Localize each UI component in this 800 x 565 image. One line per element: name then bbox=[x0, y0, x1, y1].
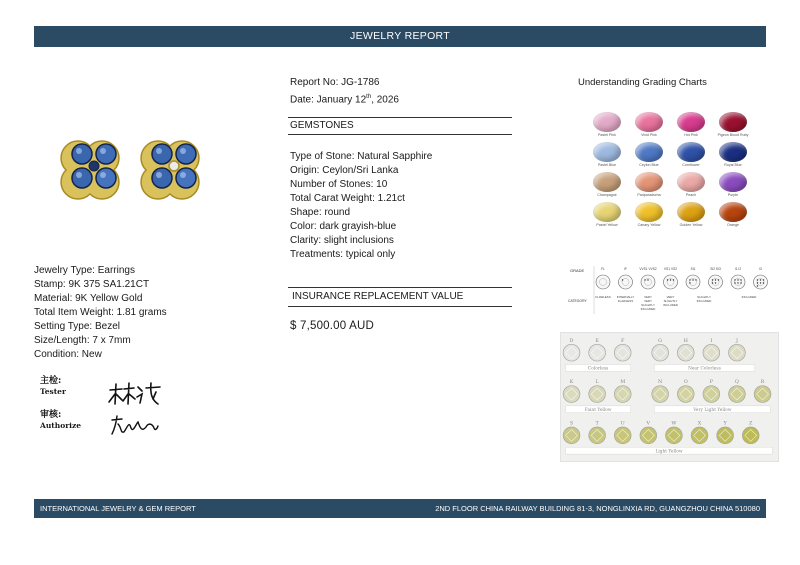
report-title: JEWELRY REPORT bbox=[350, 30, 450, 42]
sapphire-color-label: Cornflower bbox=[682, 163, 700, 167]
colour-grade-letter: R bbox=[760, 379, 765, 386]
clarity-grade-label: I1 I2 bbox=[734, 267, 742, 271]
clarity-inclusion bbox=[689, 279, 690, 280]
sapphire-stone bbox=[593, 202, 621, 222]
jewelry-size: Size/Length: 7 x 7mm bbox=[34, 335, 131, 346]
sapphire-color-label: Hot Pink bbox=[684, 133, 698, 137]
clarity-inclusion bbox=[644, 279, 645, 280]
sapphire-color-swatch bbox=[628, 172, 670, 198]
sapphire-color-label: Ceylon Blue bbox=[639, 163, 659, 167]
stone-treatments: Treatments: typical only bbox=[290, 249, 396, 260]
sapphire-color-swatch bbox=[670, 172, 712, 198]
sapphire-color-swatch bbox=[670, 142, 712, 168]
colour-grade-letter: T bbox=[595, 420, 599, 427]
sapphire-color-swatch bbox=[628, 112, 670, 138]
colour-grade-letter: S bbox=[569, 420, 574, 427]
colour-grade-letter: I bbox=[710, 337, 713, 344]
colour-grade-letter: M bbox=[620, 379, 626, 386]
clarity-grade-label: VVS1 VVS2 bbox=[639, 267, 657, 271]
clarity-inclusion bbox=[757, 285, 758, 286]
colour-band-label: Faint Yellow bbox=[584, 408, 612, 414]
colour-grade-letter: V bbox=[646, 420, 651, 427]
insurance-section-title: INSURANCE REPLACEMENT VALUE bbox=[292, 291, 464, 302]
stone-carat: Total Carat Weight: 1.21ct bbox=[290, 193, 405, 204]
clarity-inclusion bbox=[763, 282, 764, 283]
clarity-grade-label: I3 bbox=[759, 267, 762, 271]
clarity-inclusion bbox=[670, 279, 671, 280]
diamond-color-chart bbox=[560, 332, 779, 462]
clarity-category-label: SLIGHTLY bbox=[641, 303, 655, 307]
stone-shape: Shape: round bbox=[290, 207, 351, 218]
sapphire-stone bbox=[677, 202, 705, 222]
colour-band-label: Very Light Yellow bbox=[693, 408, 732, 414]
authorize-label-cn: 审核: bbox=[40, 410, 62, 420]
jewelry-stamp: Stamp: 9K 375 SA1.21CT bbox=[34, 279, 150, 290]
sapphire-color-swatch bbox=[712, 172, 754, 198]
gemstones-rule-bottom bbox=[288, 134, 512, 135]
clarity-grading-chart bbox=[568, 264, 772, 316]
clarity-inclusion bbox=[740, 282, 741, 283]
clarity-grade-label: VS1 VS2 bbox=[664, 267, 677, 271]
clarity-diamond bbox=[619, 275, 633, 289]
clarity-inclusion bbox=[737, 282, 738, 283]
clarity-category-label: FLAWLESS bbox=[595, 295, 611, 299]
clarity-inclusion bbox=[689, 282, 690, 283]
colour-grade-letter: P bbox=[709, 379, 714, 386]
sapphire-color-swatch bbox=[586, 202, 628, 228]
colour-band-label: Colorless bbox=[587, 366, 609, 372]
sapphire-color-label: Canary Yellow bbox=[637, 223, 661, 227]
clarity-diamond bbox=[754, 275, 768, 289]
colour-band-label: Near Colorless bbox=[688, 366, 721, 372]
clarity-category-label: SLIGHTLY bbox=[663, 299, 678, 303]
clarity-diamond bbox=[664, 275, 678, 289]
sapphire-color-label: Purple bbox=[727, 193, 739, 197]
jewelry-type: Jewelry Type: Earrings bbox=[34, 265, 135, 276]
sapphire-color-label: Vivid Pink bbox=[641, 133, 657, 137]
clarity-inclusion bbox=[737, 279, 738, 280]
clarity-grade-label: SI1 bbox=[690, 267, 696, 271]
clarity-diamond bbox=[709, 275, 723, 289]
sapphire-color-swatch bbox=[586, 142, 628, 168]
colour-grade-letter: U bbox=[620, 420, 625, 427]
report-footer-banner bbox=[34, 499, 766, 518]
clarity-diamond bbox=[731, 275, 745, 289]
report-header-banner bbox=[34, 26, 766, 47]
clarity-category-row-label: CATEGORY bbox=[568, 299, 587, 303]
sapphire-color-swatch bbox=[586, 172, 628, 198]
sapphire-color-swatch bbox=[586, 112, 628, 138]
clarity-category-label: INTERNALLY bbox=[616, 295, 635, 299]
colour-grade-letter: J bbox=[735, 337, 738, 344]
colour-grade-letter: D bbox=[569, 337, 574, 344]
sapphire-color-label: Pastel Yellow bbox=[596, 223, 618, 227]
earring-left bbox=[61, 141, 119, 199]
sapphire-stone bbox=[719, 142, 747, 162]
stone-type: Type of Stone: Natural Sapphire bbox=[290, 151, 433, 162]
sapphire-stone bbox=[635, 142, 663, 162]
insurance-rule-top bbox=[288, 287, 512, 288]
grading-charts-title: Understanding Grading Charts bbox=[578, 77, 707, 88]
colour-grade-letter: H bbox=[683, 337, 688, 344]
gemstone-details bbox=[290, 150, 432, 262]
clarity-inclusion bbox=[695, 279, 696, 280]
tester-label-cn: 主检: bbox=[40, 376, 62, 386]
jewelry-setting: Setting Type: Bezel bbox=[34, 321, 120, 332]
sapphire-stone bbox=[635, 202, 663, 222]
clarity-inclusion bbox=[740, 279, 741, 280]
authorize-signature bbox=[110, 414, 160, 436]
clarity-category-label: SLIGHTLY bbox=[697, 295, 711, 299]
sapphire-color-chart bbox=[586, 112, 754, 228]
clarity-diamond bbox=[686, 275, 700, 289]
clarity-inclusion bbox=[757, 279, 758, 280]
colour-grade-letter: E bbox=[595, 337, 599, 344]
sapphire-color-label: Golden Yellow bbox=[679, 223, 703, 227]
sapphire-stone bbox=[593, 112, 621, 132]
colour-grade-letter: O bbox=[683, 379, 688, 386]
stone-color: Color: dark grayish-blue bbox=[290, 221, 397, 232]
clarity-category-label: INCLUDED bbox=[741, 295, 757, 299]
clarity-inclusion bbox=[673, 279, 674, 280]
clarity-grade-label: SI2 SI3 bbox=[710, 267, 721, 271]
jewelry-weight: Total Item Weight: 1.81 grams bbox=[34, 307, 167, 318]
clarity-inclusion bbox=[715, 282, 716, 283]
insurance-rule-bottom bbox=[288, 306, 512, 307]
clarity-category-label: INCLUDED bbox=[640, 307, 656, 311]
report-date: Date: January 12th, 2026 bbox=[290, 94, 399, 106]
sapphire-stone bbox=[719, 172, 747, 192]
jewelry-material: Material: 9K Yellow Gold bbox=[34, 293, 143, 304]
tester-label bbox=[40, 376, 66, 397]
sapphire-color-label: Pastel Blue bbox=[597, 163, 617, 167]
clarity-inclusion bbox=[712, 279, 713, 280]
clarity-category-label: VERY bbox=[666, 295, 675, 299]
sapphire-color-label: Peach bbox=[685, 193, 697, 197]
sapphire-color-swatch bbox=[712, 202, 754, 228]
stone-count: Number of Stones: 10 bbox=[290, 179, 388, 190]
clarity-inclusion bbox=[667, 279, 668, 280]
colour-grade-letter: L bbox=[595, 379, 599, 386]
signature-block bbox=[40, 376, 170, 440]
sapphire-color-label: Royal Blue bbox=[724, 163, 742, 167]
sapphire-color-label: Pigeon Blood Ruby bbox=[717, 133, 749, 137]
authorize-label-en: Authorize bbox=[40, 421, 82, 430]
sapphire-color-swatch bbox=[712, 112, 754, 138]
colour-band-label: Light Yellow bbox=[655, 449, 683, 455]
sapphire-color-swatch bbox=[712, 142, 754, 168]
colour-grade-letter: K bbox=[569, 379, 574, 386]
clarity-grade-label: FL bbox=[601, 267, 605, 271]
colour-grade-letter: F bbox=[621, 337, 625, 344]
clarity-category-label: INCLUDED bbox=[663, 303, 678, 307]
gemstones-section-title: GEMSTONES bbox=[290, 120, 354, 131]
clarity-inclusion bbox=[718, 279, 719, 280]
clarity-category-label: INCLUDED bbox=[696, 299, 712, 303]
colour-grade-letter: W bbox=[671, 420, 677, 427]
sapphire-stone bbox=[635, 112, 663, 132]
clarity-inclusion bbox=[647, 279, 648, 280]
colour-grade-letter: Z bbox=[749, 420, 753, 427]
clarity-inclusion bbox=[763, 279, 764, 280]
footer-address: 2ND FLOOR CHINA RAILWAY BUILDING 81-3, NONGLINXIA RD, GUANGZHOU CHINA 510080 bbox=[435, 504, 760, 513]
clarity-diamond bbox=[641, 275, 655, 289]
sapphire-color-swatch bbox=[670, 202, 712, 228]
colour-grade-letter: Q bbox=[734, 379, 739, 386]
sapphire-color-swatch bbox=[670, 112, 712, 138]
tester-label-en: Tester bbox=[40, 387, 66, 396]
colour-grade-letter: X bbox=[697, 420, 702, 427]
sapphire-color-label: Padparadscha bbox=[637, 193, 661, 197]
sapphire-stone bbox=[719, 202, 747, 222]
clarity-diamond bbox=[596, 275, 610, 289]
report-info bbox=[290, 76, 399, 107]
sapphire-stone bbox=[677, 172, 705, 192]
sapphire-color-label: Pastel Pink bbox=[598, 133, 616, 137]
stone-clarity: Clarity: slight inclusions bbox=[290, 235, 394, 246]
sapphire-stone bbox=[677, 112, 705, 132]
tester-signature bbox=[106, 382, 162, 406]
colour-grade-letter: N bbox=[657, 379, 663, 386]
clarity-inclusion bbox=[760, 282, 761, 283]
earring-right bbox=[141, 141, 199, 199]
sapphire-stone bbox=[719, 112, 747, 132]
sapphire-color-swatch bbox=[628, 202, 670, 228]
clarity-category-label: VERY bbox=[644, 295, 652, 299]
earrings-photo bbox=[50, 128, 210, 208]
sapphire-color-swatch bbox=[628, 142, 670, 168]
clarity-inclusion bbox=[715, 279, 716, 280]
clarity-inclusion bbox=[760, 279, 761, 280]
clarity-grade-label: IF bbox=[624, 267, 627, 271]
clarity-inclusion bbox=[734, 282, 735, 283]
jewelry-details bbox=[34, 264, 167, 362]
sapphire-stone bbox=[593, 142, 621, 162]
colour-grade-letter: G bbox=[658, 337, 663, 344]
clarity-grade-row-label: GRADE bbox=[570, 268, 585, 273]
sapphire-color-label: Orange bbox=[727, 223, 739, 227]
insurance-value: $ 7,500.00 AUD bbox=[290, 320, 374, 332]
clarity-category-label: FLAWLESS bbox=[617, 299, 634, 303]
jewelry-condition: Condition: New bbox=[34, 349, 102, 360]
clarity-inclusion bbox=[622, 279, 623, 280]
authorize-label bbox=[40, 410, 81, 431]
sapphire-stone bbox=[677, 142, 705, 162]
report-number: Report No: JG-1786 bbox=[290, 77, 380, 88]
clarity-inclusion bbox=[757, 282, 758, 283]
clarity-category-label: VERY bbox=[644, 299, 652, 303]
colour-grade-letter: Y bbox=[723, 420, 727, 427]
clarity-inclusion bbox=[692, 279, 693, 280]
clarity-inclusion bbox=[734, 279, 735, 280]
clarity-inclusion bbox=[712, 282, 713, 283]
footer-organisation: INTERNATIONAL JEWELRY & GEM REPORT bbox=[40, 504, 196, 513]
sapphire-stone bbox=[593, 172, 621, 192]
stone-origin: Origin: Ceylon/Sri Lanka bbox=[290, 165, 399, 176]
gemstones-rule-top bbox=[288, 117, 512, 118]
sapphire-stone bbox=[635, 172, 663, 192]
sapphire-color-label: Champagne bbox=[597, 193, 617, 197]
